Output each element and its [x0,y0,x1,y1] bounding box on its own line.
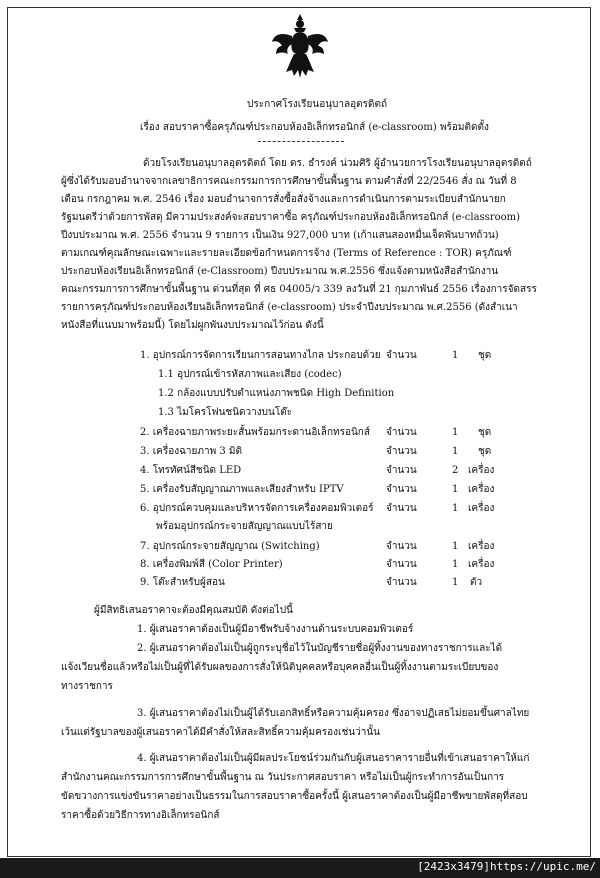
item-unit: เครื่อง [468,484,495,495]
item-qty: 1 [452,559,459,570]
item-qty-label: จำนวน [386,541,417,552]
qualification-line: 1. ผู้เสนอราคาต้องเป็นผู้มีอาชีพรับจ้างงานด้านระบบคอมพิวเตอร์ [137,624,414,635]
item-sub-name: พร้อมอุปกรณ์กระจายสัญญาณแบบไร้สาย [156,521,333,532]
item-unit: เครื่อง [468,541,495,552]
item-sub-name: 1.2 กล้องแบบปรับตำแหน่งภาพชนิด High Definition [158,388,395,399]
item-unit: ชุด [478,350,492,361]
header-divider [258,141,344,142]
item-name: 5. เครื่องรับสัญญาณภาพและเสียงสำหรับ IPTV [140,484,344,495]
item-unit: เครื่อง [468,503,495,514]
qualification-line: สำนักงานคณะกรรมการการศึกษาขั้นพื้นฐาน ณ วันประกาศสอบราคา หรือไม่เป็นผู้กระทำการอันเป็นการ [61,772,505,783]
qualification-line: 3. ผู้เสนอราคาต้องไม่เป็นผู้ได้รับเอกสิทธิ์หรือความคุ้มครอง ซึ่งอาจปฏิเสธไม่ยอมขึ้นศาลไทย [137,708,530,719]
footer-bar [0,858,600,878]
item-unit: ชุด [478,446,492,457]
body-line-4: รัฐมนตรีว่าด้วยการพัสดุ มีความประสงค์จะสอบราคาซื้อ ครุภัณฑ์ประกอบห้องอิเล็กทรอนิกส์ (e-classroom) [61,212,520,223]
item-qty: 1 [452,503,459,514]
qualification-line: 2. ผู้เสนอราคาต้องไม่เป็นผู้ถูกระบุชื่อไว้ในบัญชีรายชื่อผู้ทิ้งงานของทางราชการและได้ [137,643,503,654]
qualification-line: แจ้งเวียนชื่อแล้วหรือไม่เป็นผู้ที่ได้รับผลของการสั่งให้นิติบุคคลหรือบุคคลอื่นเป็นผู้ทิ้งงานตามระเบียบของ [61,662,499,673]
header-title: ประกาศโรงเรียนอนุบาลอุตรดิตถ์ [247,99,388,110]
item-sub-name: 1.3 ไมโครโฟนชนิดวางบนโต๊ะ [158,407,293,418]
item-name: 6. อุปกรณ์ควบคุมและบริหารจัดการเครื่องคอมพิวเตอร์ [140,503,374,514]
qualification-line: ราคาซื้อด้วยวิธีการทางอิเล็กทรอนิกส์ [61,810,220,821]
qualification-line: 4. ผู้เสนอราคาต้องไม่เป็นผู้มีผลประโยชน์ร่วมกันกับผู้เสนอราคารายอื่นที่เข้าเสนอราคาให้แก่ [137,753,530,764]
body-line-9: รายการครุภัณฑ์ประกอบห้องเรียนอิเล็กทรอนิกส์ (e-classroom) ประจำปีงบประมาณ พ.ศ.2556 (ดังสำเนา [61,302,518,313]
item-name: 1. อุปกรณ์การจัดการเรียนการสอนทางไกล ประกอบด้วย [140,350,381,361]
item-sub-name: 1.1 อุปกรณ์เข้ารหัสภาพและเสียง (codec) [158,369,342,380]
item-qty-label: จำนวน [386,577,417,588]
item-unit: ชุด [478,427,492,438]
item-qty-label: จำนวน [386,465,417,476]
watermark-text: [2423x3479]https://upic.me/ [417,860,596,873]
item-qty-label: จำนวน [386,503,417,514]
item-name: 2. เครื่องฉายภาพระยะสั้นพร้อมกระดานอิเล็กทรอนิกส์ [140,427,370,438]
body-line-6: ตามเกณฑ์คุณลักษณะเฉพาะและรายละเอียดข้อกำหนดการจ้าง (Terms of Reference : TOR) ครุภัณฑ์ [61,248,512,259]
body-line-3: เดือน กรกฎาคม พ.ศ. 2546 เรื่อง มอบอำนาจการสั่งซื้อสั่งจ้างและการดำเนินการตามระเบียบสำนักนายก [61,194,506,205]
body-line-7: ประกอบห้องเรียนอิเล็กทรอนิกส์ (e-Classroom) ปีงบประมาณ พ.ศ.2556 ซึ่งแจ้งตามหนังสือสำนักงาน [61,266,499,277]
qualification-line: ขัดขวางการแข่งขันราคาอย่างเป็นธรรมในการสอบราคาซื้อครั้งนี้ ผู้เสนอราคาต้องเป็นผู้มีอาชีพขายพัสดุที่สอบ [61,791,528,802]
body-line-10: หนังสือที่แนบมาพร้อมนี้) โดยไม่ผูกพันงบประมาณไว้ก่อน ดังนี้ [61,320,324,331]
item-name: 4. โทรทัศน์สีชนิด LED [140,465,242,476]
item-qty-label: จำนวน [386,484,417,495]
item-qty: 1 [452,427,459,438]
item-name: 3. เครื่องฉายภาพ 3 มิติ [140,446,242,457]
item-unit: ตัว [470,577,483,588]
item-qty: 1 [452,350,459,361]
garuda-emblem-icon [270,12,330,80]
item-qty-label: จำนวน [386,350,417,361]
item-unit: เครื่อง [468,559,495,570]
item-name: 7. อุปกรณ์กระจายสัญญาณ (Switching) [140,541,320,552]
body-line-5: ปีงบประมาณ พ.ศ. 2556 จำนวน 9 รายการ เป็นเงิน 927,000 บาท (เก้าแสนสองหมื่นเจ็ดพันบาทถ้วน) [61,230,499,241]
item-qty: 1 [452,541,459,552]
body-line-1: ด้วยโรงเรียนอนุบาลอุตรดิตถ์ โดย ดร. ธำรงค์ น่วมศิริ ผู้อำนวยการโรงเรียนอนุบาลอุตรดิตถ์ [143,158,532,169]
item-qty: 1 [452,484,459,495]
item-qty-label: จำนวน [386,559,417,570]
qualification-line: เว้นแต่รัฐบาลของผู้เสนอราคาได้มีคำสั่งให้สละสิทธิ์ความคุ้มครองเช่นว่านั้น [61,727,380,738]
item-qty: 2 [452,465,459,476]
body-line-8: คณะกรรมการการศึกษาขั้นพื้นฐาน ด่วนที่สุด ที่ ศธ 04005/ว 339 ลงวันที่ 21 กุมภาพันธ์ 2556 เรื่องการจัดสรร [61,284,537,295]
item-qty: 1 [452,577,459,588]
item-unit: เครื่อง [468,465,495,476]
qualifications-intro: ผู้มีสิทธิเสนอราคาจะต้องมีคุณสมบัติ ดังต่อไปนี้ [94,605,293,616]
item-qty-label: จำนวน [386,446,417,457]
header-subject: เรื่อง สอบราคาซื้อครุภัณฑ์ประกอบห้องอิเล็กทรอนิกส์ (e-classroom) พร้อมติดตั้ง [140,122,489,133]
item-qty-label: จำนวน [386,427,417,438]
item-name: 9. โต๊ะสำหรับผู้สอน [140,577,225,588]
qualification-line: ทางราชการ [61,681,113,692]
item-name: 8. เครื่องพิมพ์สี (Color Printer) [140,559,283,570]
body-line-2: ผู้ซึ่งได้รับมอบอำนาจจากเลขาธิการคณะกรรมการการศึกษาขั้นพื้นฐาน ตามคำสั่งที่ 22/2546 สั่ง ณ วันที่ 8 [61,176,517,187]
item-qty: 1 [452,446,459,457]
